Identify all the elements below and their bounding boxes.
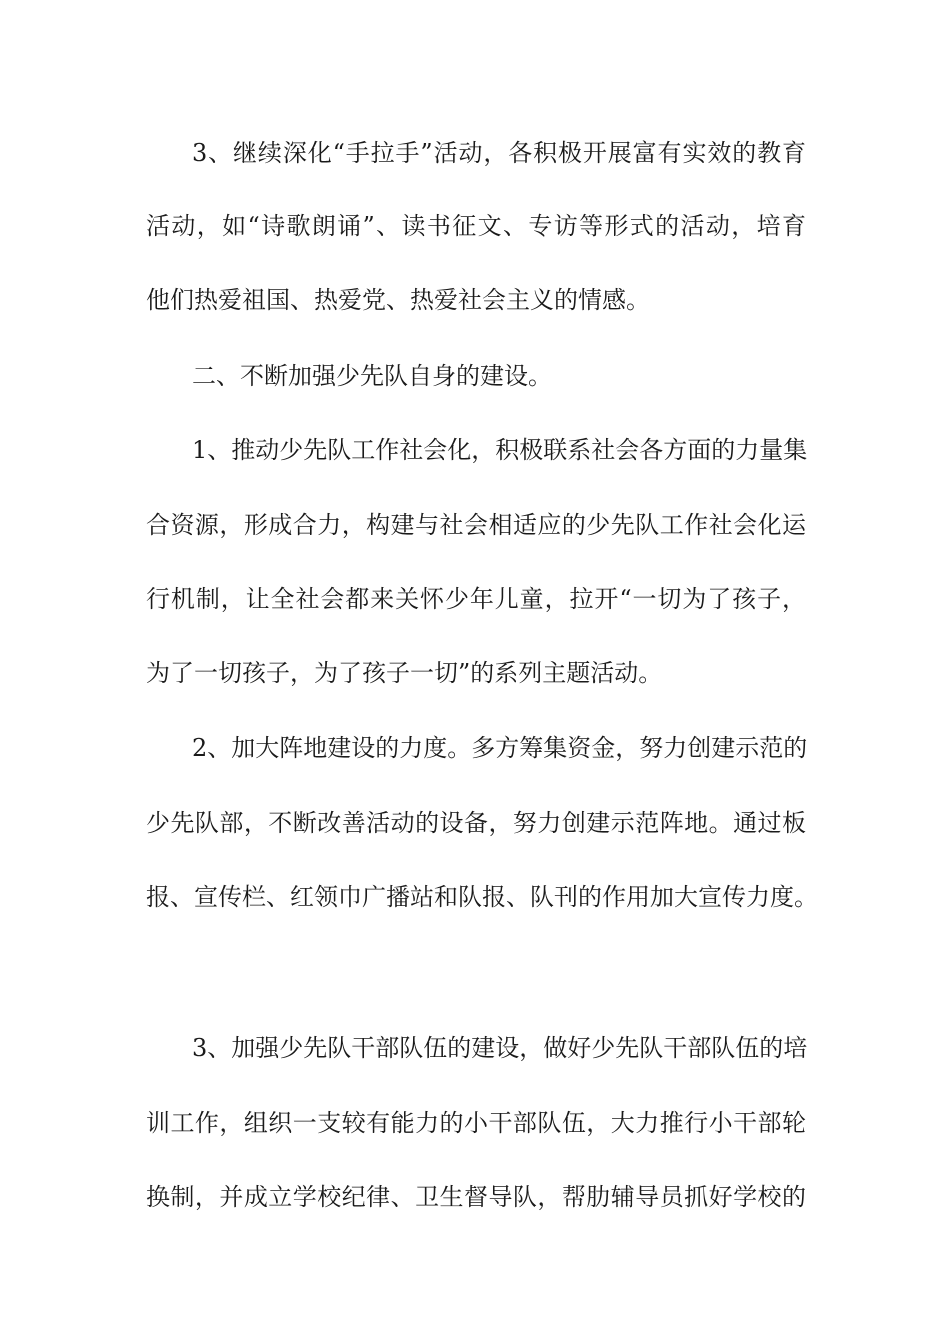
- paragraph-3-line-3: 行机制，让全社会都来关怀少年儿童，拉开“一切为了孩子，: [146, 585, 806, 613]
- paragraph-4-line-3: 报、宣传栏、红领巾广播站和队报、队刊的作用加大宣传力度。: [146, 883, 818, 911]
- paragraph-4-line-1: 2、加大阵地建设的力度。多方筹集资金，努力创建示范的: [192, 734, 808, 762]
- paragraph-5-line-1: 3、加强少先队干部队伍的建设，做好少先队干部队伍的培: [192, 1034, 808, 1062]
- paragraph-5-line-3: 换制，并成立学校纪律、卫生督导队，帮肋辅导员抓好学校的: [146, 1183, 806, 1211]
- paragraph-1-line-3: 他们热爱祖国、热爱党、热爱社会主义的情感。: [146, 286, 650, 314]
- paragraph-4-line-2: 少先队部，不断改善活动的设备，努力创建示范阵地。通过板: [146, 809, 806, 837]
- paragraph-1-line-2: 活动，如“诗歌朗诵”、读书征文、专访等形式的活动，培育: [146, 212, 806, 240]
- paragraph-3-line-2: 合资源，形成合力，构建与社会相适应的少先队工作社会化运: [146, 511, 806, 539]
- paragraph-3-line-1: 1、推动少先队工作社会化，积极联系社会各方面的力量集: [192, 436, 808, 464]
- paragraph-3-line-4: 为了一切孩子，为了孩子一切”的系列主题活动。: [146, 659, 663, 687]
- paragraph-1-line-1: 3、继续深化“手拉手”活动，各积极开展富有实效的教育: [192, 139, 806, 167]
- section-heading: 二、不断加强少先队自身的建设。: [192, 362, 552, 390]
- paragraph-5-line-2: 训工作，组织一支较有能力的小干部队伍，大力推行小干部轮: [146, 1109, 806, 1137]
